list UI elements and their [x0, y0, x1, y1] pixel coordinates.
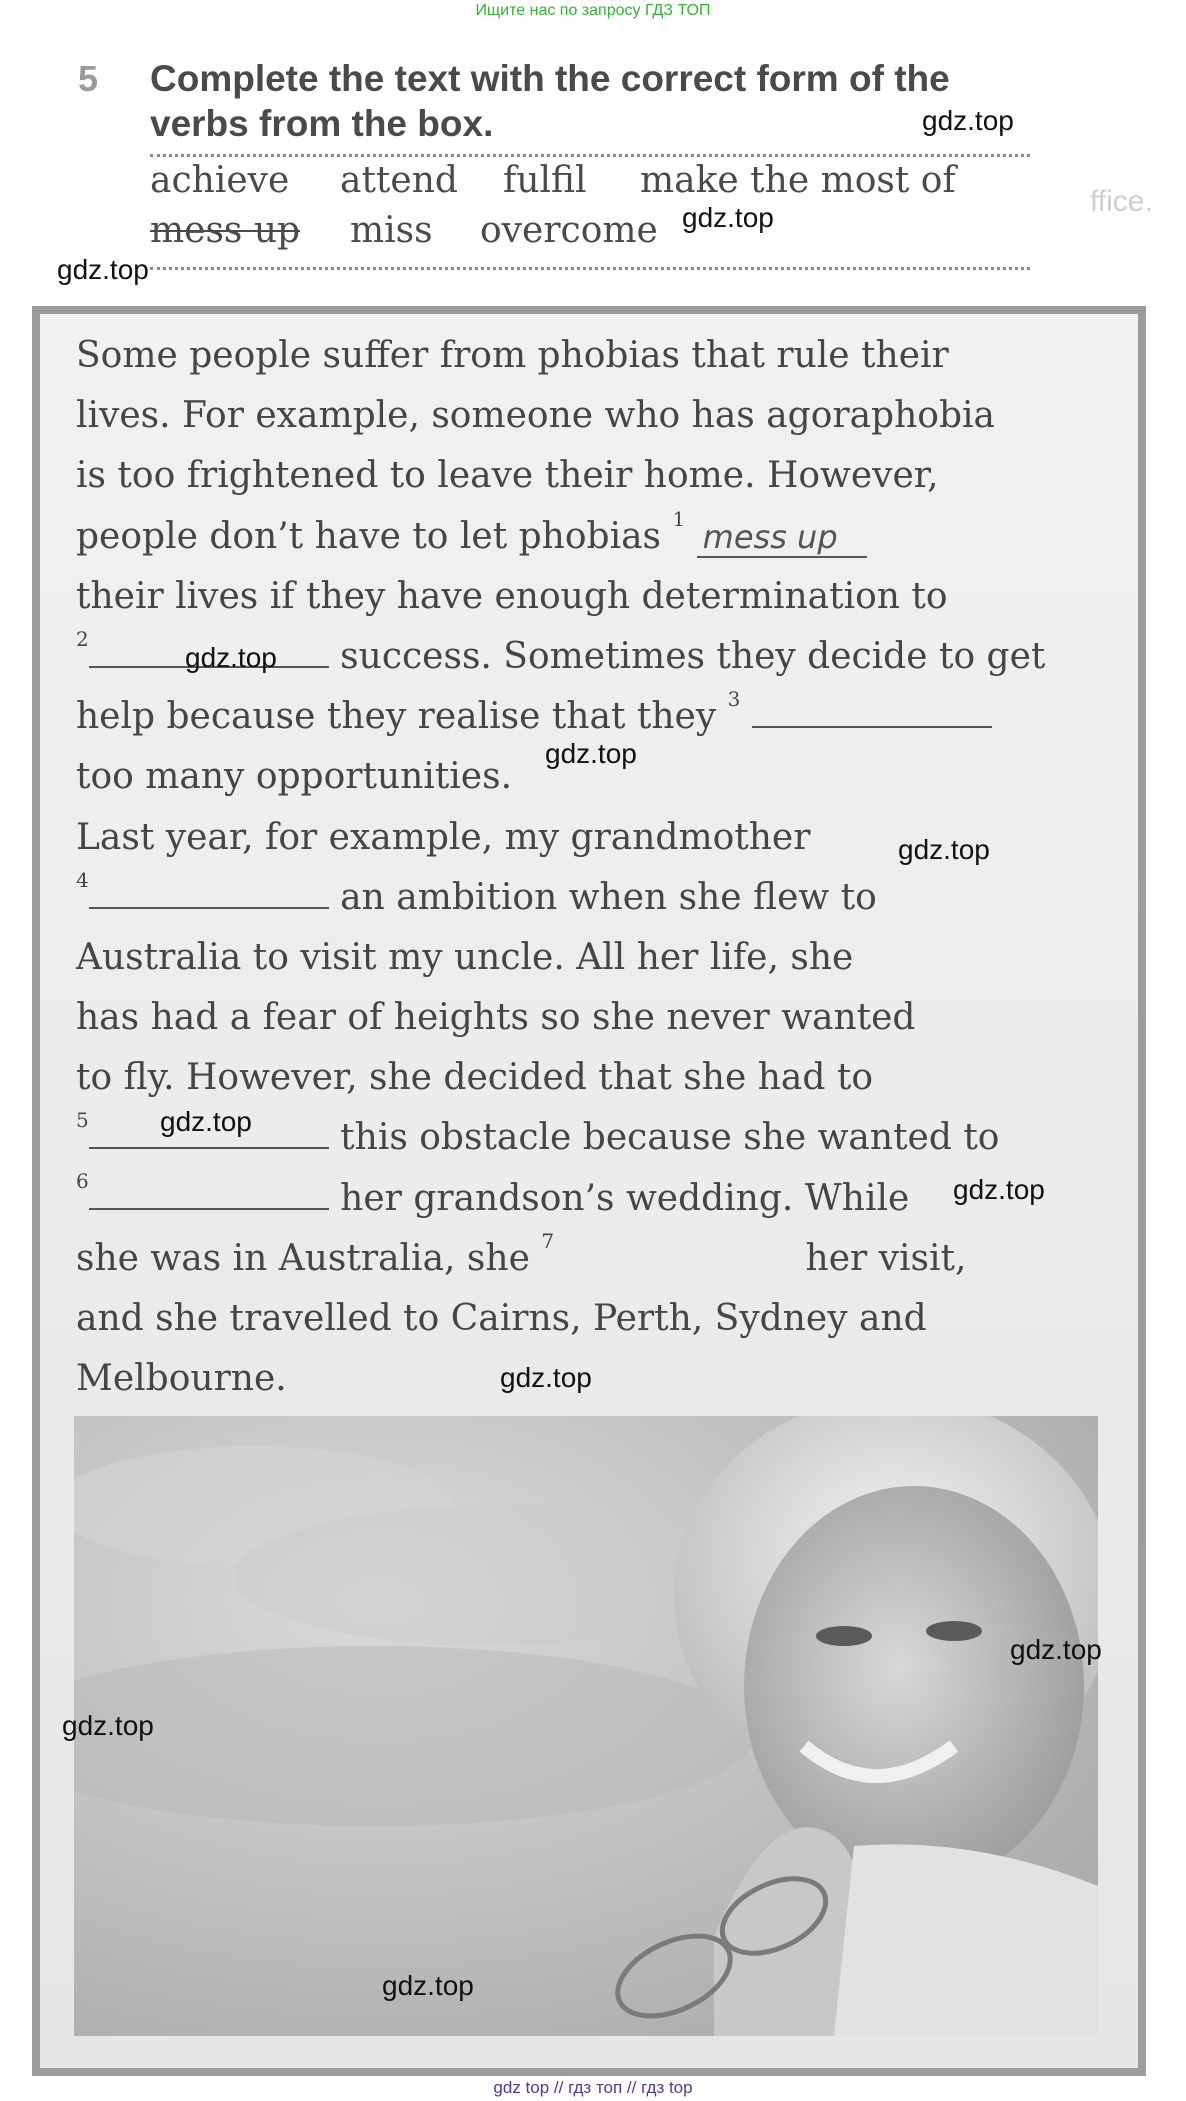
passage-line: Last year, for example, my grandmother — [76, 816, 811, 858]
gap-number-4: 4 — [76, 867, 89, 892]
passage-line: too many opportunities. — [76, 756, 513, 798]
passage-line: to fly. However, she decided that she had to — [76, 1057, 873, 1099]
watermark: gdz.top — [953, 1174, 1045, 1205]
passage-text: an ambition when she flew to — [328, 876, 877, 918]
watermark: gdz.top — [500, 1362, 592, 1393]
word-achieve: achieve — [150, 160, 290, 201]
gap-number-7: 7 — [541, 1228, 555, 1253]
ghost-text: ffice. — [1090, 185, 1153, 218]
footer-links[interactable]: gdz top // гдз топ // гдз top — [493, 2078, 693, 2097]
passage-line: Melbourne. — [76, 1358, 287, 1400]
watermark: gdz.top — [185, 642, 277, 673]
instruction-line: Complete the text with the correct form of the — [150, 58, 950, 99]
gap-number-5: 5 — [76, 1108, 89, 1133]
gap-number-2: 2 — [76, 626, 89, 651]
watermark: gdz.top — [545, 738, 637, 769]
passage-line: and she travelled to Cairns, Perth, Sydney and — [76, 1298, 927, 1339]
instruction-line: verbs from the box. — [150, 103, 494, 144]
watermark: gdz.top — [1010, 1634, 1102, 1665]
exercise-number: 5 — [78, 58, 99, 99]
watermark: gdz.top — [160, 1106, 252, 1137]
watermark: gdz.top — [922, 105, 1014, 136]
top-banner[interactable]: Ищите нас по запросу ГДЗ ТОП — [475, 2, 711, 19]
gap-number-1: 1 — [672, 506, 686, 531]
passage — [76, 326, 1116, 1409]
word-fulfil: fulfil — [503, 160, 587, 201]
passage-line: Some people suffer from phobias that rule their — [76, 335, 949, 376]
passage-text: success. Sometimes they decide to get — [328, 635, 1046, 677]
watermark: gdz.top — [898, 834, 990, 865]
word-overcome: overcome — [480, 210, 658, 251]
word-mess-up-struck: mess up — [150, 210, 301, 251]
passage-line: has had a fear of heights so she never wanted — [76, 997, 916, 1039]
passage-line — [76, 1229, 1116, 1289]
gap-number-6: 6 — [76, 1168, 89, 1193]
word-attend: attend — [340, 160, 458, 201]
watermark: gdz.top — [382, 1970, 474, 2001]
passage-line — [76, 868, 1116, 928]
gap-4-blank[interactable] — [89, 873, 329, 909]
word-make-the-most-of: make the most of — [640, 160, 956, 201]
passage-text: she was in Australia, she — [76, 1237, 542, 1279]
watermark: gdz.top — [62, 1710, 154, 1741]
watermark: gdz.top — [682, 202, 774, 233]
passage-line: lives. For example, someone who has agoraphobia — [76, 395, 995, 437]
gap-3-blank[interactable] — [752, 692, 992, 728]
gap-1-answer[interactable]: mess up — [697, 518, 867, 558]
gap-6-blank[interactable] — [89, 1174, 329, 1210]
passage-line — [76, 507, 1116, 567]
passage-text: help because they realise that they — [76, 696, 728, 738]
passage-text: people don’t have to let phobias — [76, 515, 673, 557]
photo-illustration — [74, 1416, 1098, 2036]
passage-text: her visit, — [794, 1237, 967, 1279]
passage-line: their lives if they have enough determination to — [76, 575, 948, 617]
watermark: gdz.top — [57, 254, 149, 285]
passage-line: Australia to visit my uncle. All her life, she — [76, 936, 854, 978]
photo-smiling-woman — [74, 1416, 1098, 2036]
passage-line: is too frightened to leave their home. However, — [76, 455, 939, 497]
gap-number-3: 3 — [727, 687, 741, 712]
passage-text: her grandson’s wedding. While — [328, 1177, 910, 1219]
gap-7-blank[interactable] — [554, 1234, 794, 1270]
passage-text: this obstacle because she wanted to — [328, 1117, 1000, 1159]
word-miss: miss — [350, 210, 433, 251]
